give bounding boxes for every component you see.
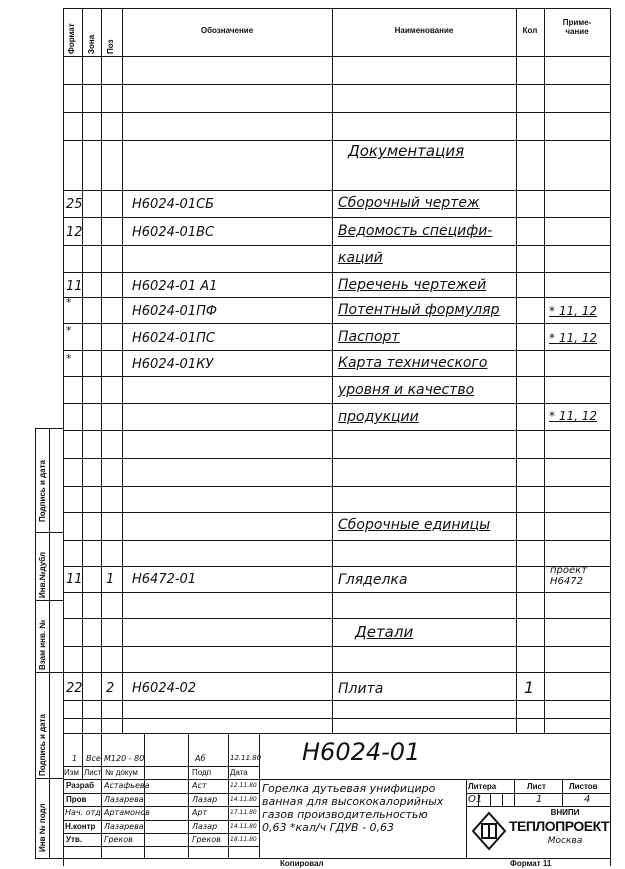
doc-number: Н6024-01 bbox=[302, 738, 421, 766]
staff-role: Нач. отд bbox=[65, 808, 101, 817]
side-label-inv-podl: Инв № подл bbox=[38, 803, 47, 852]
staff-name: Лазарева bbox=[104, 822, 144, 831]
table-row-name: Гляделка bbox=[338, 572, 408, 588]
header-pos: Поз bbox=[106, 39, 115, 54]
table-row-name-cont: продукции bbox=[338, 409, 419, 425]
litera-label: Литера bbox=[468, 782, 497, 791]
staff-role: Пров bbox=[66, 795, 87, 804]
staff-signature: Лазар bbox=[192, 795, 218, 804]
header-qty: Кол bbox=[522, 26, 538, 35]
sheets-label: Листов bbox=[569, 782, 598, 791]
table-row-note: * 11, 12 bbox=[549, 331, 597, 345]
staff-date: 17.11.80 bbox=[230, 809, 257, 816]
table-row-format: 25 bbox=[66, 197, 83, 212]
staff-date: 18.11.80 bbox=[230, 836, 257, 843]
side-label-vzam-inv: Взам инв. № bbox=[38, 619, 47, 670]
table-row-format: * bbox=[66, 324, 72, 337]
header-zone: Зона bbox=[87, 34, 96, 54]
sheet-label: Лист bbox=[527, 782, 546, 791]
staff-name: Астафьева bbox=[104, 781, 150, 790]
table-row-format: 22 bbox=[66, 681, 83, 696]
side-label-sign-date-2: Подпись и дата bbox=[38, 714, 47, 776]
side-label-inv-dup: Инв.№дубл bbox=[38, 551, 47, 598]
frame-top-line bbox=[63, 8, 611, 9]
table-row-format: 11 bbox=[66, 572, 83, 587]
side-strip-outer bbox=[35, 428, 36, 858]
table-row-format: 11 bbox=[66, 279, 83, 294]
staff-signature: Лазар bbox=[192, 822, 218, 831]
table-row-name: Паспорт bbox=[338, 329, 400, 345]
header-format: Формат bbox=[67, 23, 76, 54]
footer-copied: Копировал bbox=[280, 859, 324, 868]
staff-date: 14.11.80 bbox=[230, 823, 257, 830]
table-row-pos: 2 bbox=[106, 681, 115, 696]
staff-name: Лазарева bbox=[104, 795, 144, 804]
table-row-pos: 1 bbox=[106, 572, 115, 587]
table-row-name: Перечень чертежей bbox=[338, 277, 487, 293]
section-documentation: Документация bbox=[348, 142, 465, 160]
org-name: ТЕПЛОПРОЕКТ bbox=[508, 818, 610, 834]
table-row-note: * 11, 12 bbox=[549, 304, 597, 318]
header-note: Приме- чание bbox=[562, 18, 592, 36]
side-strip-inner bbox=[49, 428, 50, 858]
table-row-designation: Н6024-01ПФ bbox=[132, 304, 218, 319]
rev-date: 12.11.80 bbox=[230, 754, 262, 762]
table-row-format: 12 bbox=[66, 225, 83, 240]
table-row-designation: Н6024-01КУ bbox=[132, 357, 214, 372]
product-name: Горелка дутьевая унифициро ванная для высококалорийных газов производительностью 0,63 *кал/ч ГДУВ - 0,63 bbox=[262, 782, 444, 834]
rev-header-doc: № докум bbox=[105, 768, 138, 777]
table-row-designation: Н6472-01 bbox=[132, 572, 197, 587]
staff-signature: Арт bbox=[192, 808, 208, 817]
rev-header-izm: Изм bbox=[64, 768, 79, 777]
staff-signature: Греков bbox=[192, 835, 221, 844]
table-row-name: Ведомость специфи- bbox=[338, 223, 493, 239]
rev-header-list: Лист bbox=[84, 768, 102, 777]
rev-doc: М120 - 80 bbox=[104, 754, 145, 763]
table-row-format: * bbox=[66, 352, 72, 365]
table-row-qty: 1 bbox=[524, 678, 535, 697]
header-name: Наименование bbox=[394, 26, 454, 35]
header-designation: Обозначение bbox=[200, 26, 254, 35]
staff-name: Артамонов bbox=[104, 808, 150, 817]
table-row-note: проект Н6472 bbox=[550, 565, 588, 587]
table-row-designation: Н6024-01СБ bbox=[132, 197, 215, 212]
organization-logo-icon bbox=[470, 810, 508, 852]
frame-right-line bbox=[610, 8, 611, 866]
section-parts: Детали bbox=[355, 623, 414, 641]
rev-header-sig: Подп bbox=[192, 768, 212, 777]
rev-sheet: Все bbox=[86, 754, 101, 763]
staff-date: 12.11.80 bbox=[230, 782, 257, 789]
table-row-name: Сборочный чертеж bbox=[338, 195, 480, 211]
org-city: Москва bbox=[547, 836, 583, 846]
staff-name: Греков bbox=[104, 835, 133, 844]
table-row-name: Потентный формуляр bbox=[338, 302, 500, 318]
rev-header-date: Дата bbox=[230, 768, 248, 777]
table-row-designation: Н6024-01ПС bbox=[132, 331, 215, 346]
staff-role: Разраб bbox=[66, 781, 95, 790]
staff-role: Н.контр bbox=[65, 822, 96, 831]
sheet-value: 1 bbox=[536, 794, 543, 805]
frame-left-line bbox=[63, 8, 64, 866]
table-row-name-cont: каций bbox=[338, 250, 383, 266]
table-row-designation: Н6024-01 А1 bbox=[132, 279, 218, 294]
table-row-designation: Н6024-02 bbox=[132, 681, 197, 696]
table-row-format: * bbox=[66, 296, 72, 309]
staff-role: Утв. bbox=[66, 835, 83, 844]
table-row-designation: Н6024-01ВС bbox=[132, 225, 215, 240]
staff-date: 14.11.80 bbox=[230, 796, 257, 803]
table-row-note: * 11, 12 bbox=[549, 409, 597, 423]
sheets-value: 4 bbox=[584, 794, 591, 805]
table-row-name-cont: уровня и качество bbox=[338, 382, 475, 398]
side-label-sign-date: Подпись и дата bbox=[38, 460, 47, 522]
staff-signature: Аст bbox=[192, 781, 207, 790]
table-row-name: Плита bbox=[338, 681, 384, 697]
org-top: ВНИПИ bbox=[550, 808, 580, 817]
footer-format: Формат 11 bbox=[510, 859, 552, 868]
rev-mark: 1 bbox=[72, 754, 78, 763]
litera-value: О1 bbox=[468, 794, 483, 805]
rev-signature: Аб bbox=[195, 754, 206, 763]
table-row-name: Карта технического bbox=[338, 355, 488, 371]
section-assembly-units: Сборочные единицы bbox=[338, 517, 491, 533]
